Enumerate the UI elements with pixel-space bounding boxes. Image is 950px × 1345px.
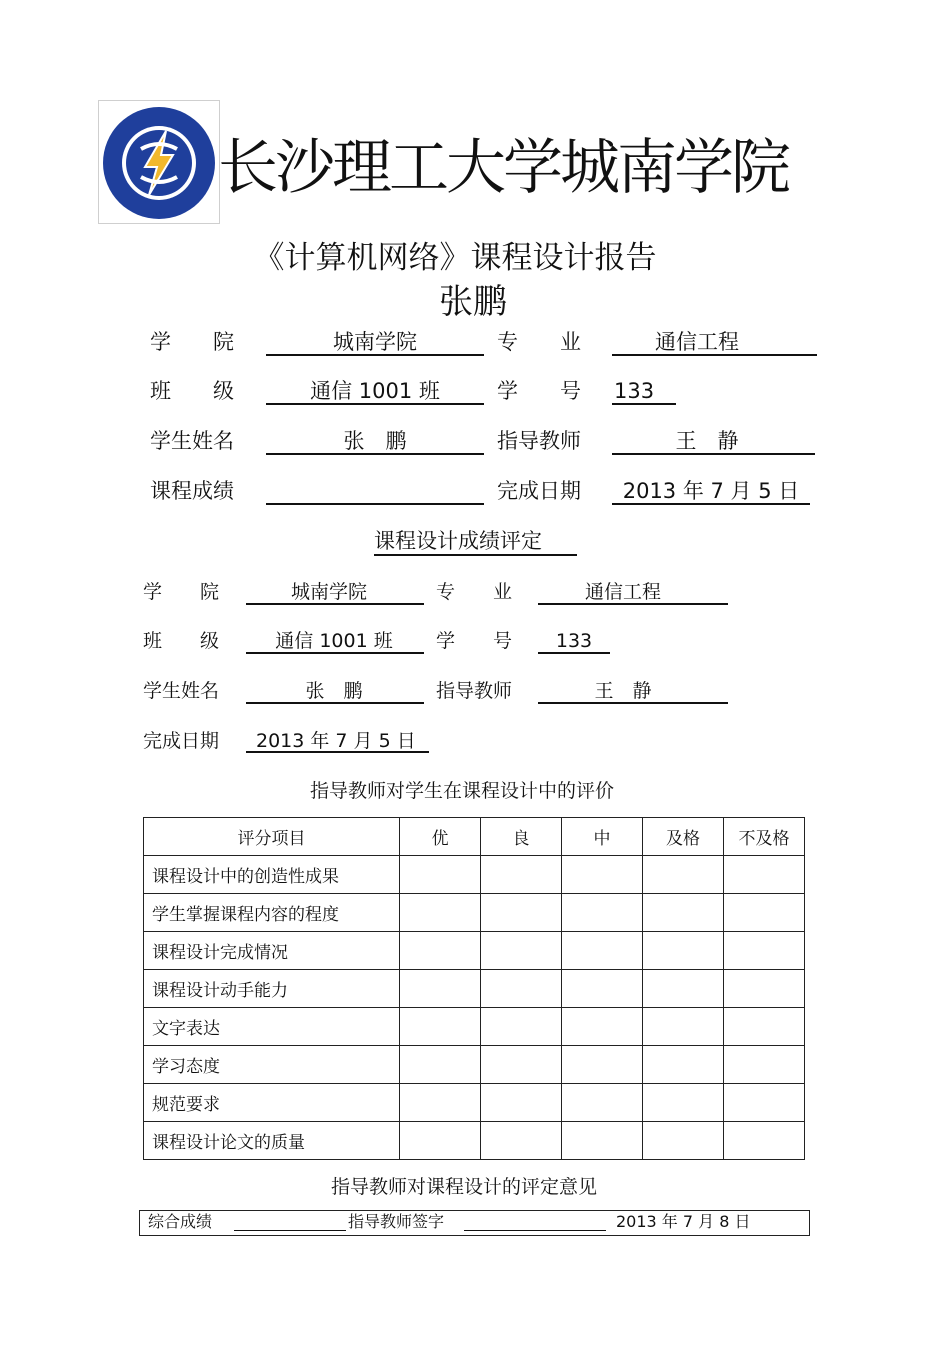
eval-id-label: 学 号 (436, 630, 513, 652)
cover-class-underline (266, 403, 484, 405)
total-score-label: 综合成绩 (148, 1212, 213, 1231)
grade-cell (400, 894, 481, 932)
grade-cell (562, 1084, 643, 1122)
eval-teacher-underline (538, 702, 728, 704)
column-header: 优 (400, 818, 481, 856)
grade-cell (643, 1008, 724, 1046)
grade-cell (562, 856, 643, 894)
table-row (144, 1008, 805, 1046)
grade-cell (562, 932, 643, 970)
grade-cell (481, 1046, 562, 1084)
cover-class-label: 班 级 (150, 379, 234, 403)
cover-id-label: 学 号 (497, 379, 581, 403)
eval-date-value: 2013 年 7 月 5 日 (256, 730, 416, 752)
criterion-cell: 课程设计完成情况 (144, 932, 400, 970)
eval-college-underline (246, 603, 424, 605)
eval-class-value: 通信 1001 班 (275, 630, 393, 652)
criterion-cell: 文字表达 (144, 1008, 400, 1046)
grade-cell (400, 1008, 481, 1046)
eval-id-underline (538, 652, 610, 654)
criterion-cell: 课程设计论文的质量 (144, 1122, 400, 1160)
grade-cell (481, 1084, 562, 1122)
column-header: 评分项目 (144, 818, 400, 856)
eval-college-value: 城南学院 (290, 581, 367, 603)
eval-college-label: 学 院 (143, 581, 220, 603)
grade-cell (400, 856, 481, 894)
grade-cell (724, 1046, 805, 1084)
grade-cell (643, 970, 724, 1008)
eval-student-label: 学生姓名 (143, 680, 220, 702)
opinion-caption: 指导教师对课程设计的评定意见 (330, 1176, 597, 1198)
grade-cell (643, 932, 724, 970)
table-row (144, 894, 805, 932)
grade-cell (481, 1122, 562, 1160)
cover-date-underline (612, 503, 810, 505)
column-header: 不及格 (724, 818, 805, 856)
cover-id-underline (612, 403, 676, 405)
grade-cell (400, 1122, 481, 1160)
grade-cell (724, 1122, 805, 1160)
report-author: 张鹏 (439, 282, 507, 322)
university-seal-icon (99, 101, 219, 223)
eval-teacher-value: 王 静 (594, 680, 652, 702)
cover-college-underline (266, 354, 484, 356)
total-score-underline (234, 1230, 346, 1231)
table-row (144, 932, 805, 970)
eval-class-label: 班 级 (143, 630, 220, 652)
grade-cell (643, 856, 724, 894)
grade-cell (643, 894, 724, 932)
grade-cell (481, 856, 562, 894)
cover-major-underline (612, 354, 817, 356)
university-name: 长沙理工大学城南学院 (218, 133, 788, 203)
grade-cell (724, 932, 805, 970)
evaluation-heading: 课程设计成绩评定 (374, 529, 542, 553)
cover-id-value: 133 (614, 379, 655, 403)
grade-cell (481, 970, 562, 1008)
grade-cell (724, 1008, 805, 1046)
cover-date-value: 2013 年 7 月 5 日 (622, 479, 800, 503)
cover-student-value: 张 鹏 (343, 429, 407, 453)
evaluation-heading-underline (374, 554, 577, 556)
grade-cell (643, 1046, 724, 1084)
cover-major-value: 通信工程 (655, 330, 739, 354)
eval-major-value: 通信工程 (584, 581, 661, 603)
table-row (144, 1084, 805, 1122)
grade-cell (562, 1008, 643, 1046)
criterion-cell: 规范要求 (144, 1084, 400, 1122)
eval-id-value: 133 (555, 630, 593, 652)
table-header-row (144, 818, 805, 856)
grade-cell (400, 1084, 481, 1122)
table-row (144, 856, 805, 894)
cover-college-label: 学 院 (150, 330, 234, 354)
eval-student-underline (246, 702, 424, 704)
grade-cell (400, 970, 481, 1008)
grade-cell (724, 894, 805, 932)
eval-major-label: 专 业 (436, 581, 513, 603)
criterion-cell: 课程设计中的创造性成果 (144, 856, 400, 894)
report-title: 《计算机网络》课程设计报告 (253, 240, 657, 276)
eval-date-underline (246, 751, 429, 753)
cover-score-label: 课程成绩 (150, 479, 234, 503)
opinion-date: 2013 年 7 月 8 日 (616, 1212, 751, 1231)
signature-underline (464, 1230, 606, 1231)
grade-cell (562, 894, 643, 932)
criterion-cell: 学习态度 (144, 1046, 400, 1084)
grade-cell (400, 932, 481, 970)
criterion-cell: 学生掌握课程内容的程度 (144, 894, 400, 932)
cover-student-label: 学生姓名 (150, 429, 234, 453)
table-row (144, 1122, 805, 1160)
cover-teacher-underline (612, 453, 815, 455)
grade-cell (643, 1084, 724, 1122)
grade-cell (724, 856, 805, 894)
column-header: 及格 (643, 818, 724, 856)
grade-cell (481, 894, 562, 932)
grade-cell (724, 970, 805, 1008)
evaluation-table (143, 817, 805, 1160)
cover-teacher-label: 指导教师 (497, 429, 581, 453)
eval-student-value: 张 鹏 (305, 680, 363, 702)
university-logo (98, 100, 220, 224)
table-row (144, 1046, 805, 1084)
grade-cell (562, 1122, 643, 1160)
column-header: 良 (481, 818, 562, 856)
cover-class-value: 通信 1001 班 (310, 379, 440, 403)
column-header: 中 (562, 818, 643, 856)
cover-college-value: 城南学院 (333, 330, 417, 354)
eval-major-underline (538, 603, 728, 605)
cover-teacher-value: 王 静 (675, 429, 739, 453)
grade-cell (562, 970, 643, 1008)
table-caption: 指导教师对学生在课程设计中的评价 (309, 780, 614, 802)
table-row (144, 970, 805, 1008)
criterion-cell: 课程设计动手能力 (144, 970, 400, 1008)
grade-cell (643, 1122, 724, 1160)
signature-label: 指导教师签字 (348, 1212, 445, 1231)
cover-student-underline (266, 453, 484, 455)
grade-cell (481, 932, 562, 970)
cover-score-underline (266, 503, 484, 505)
grade-cell (562, 1046, 643, 1084)
cover-major-label: 专 业 (497, 330, 581, 354)
grade-cell (400, 1046, 481, 1084)
cover-date-label: 完成日期 (497, 479, 581, 503)
grade-cell (724, 1084, 805, 1122)
eval-date-label: 完成日期 (143, 730, 220, 752)
grade-cell (481, 1008, 562, 1046)
eval-class-underline (246, 652, 424, 654)
eval-teacher-label: 指导教师 (436, 680, 513, 702)
